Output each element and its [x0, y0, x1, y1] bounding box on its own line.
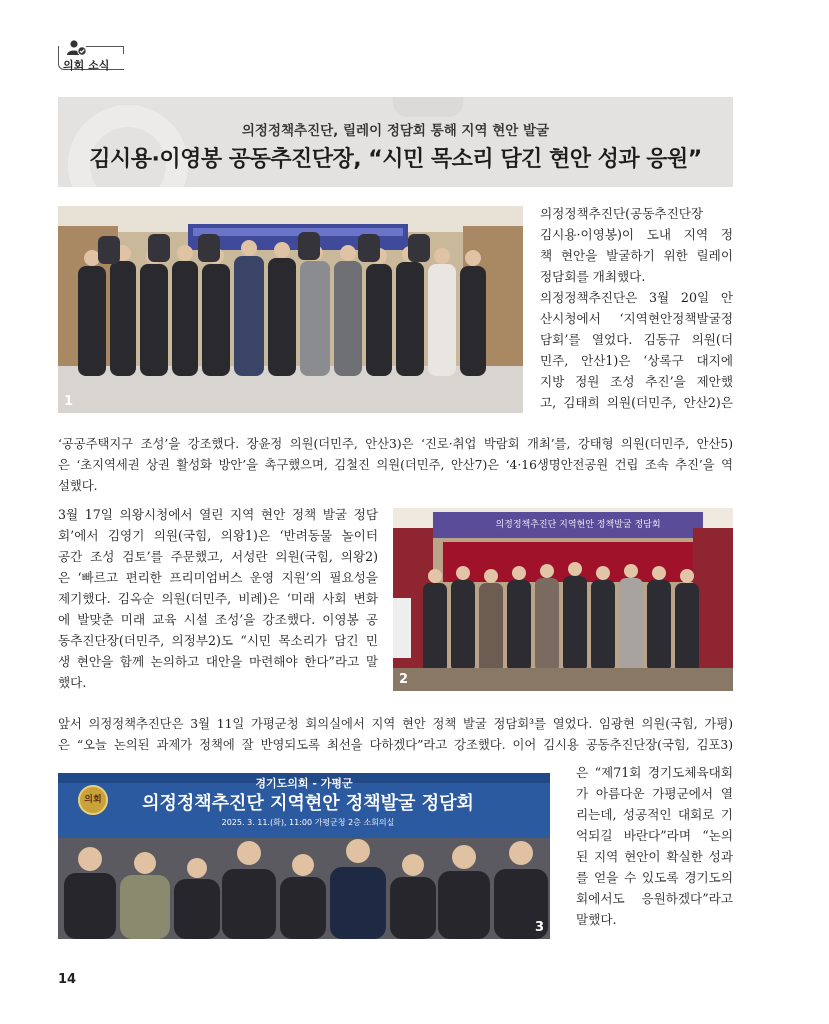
article-title: 김시용·이영봉 공동추진단장, “시민 목소리 담긴 현안 성과 응원” [89, 147, 702, 172]
photo-3-info: 2025. 3. 11.(화), 11:00 가평군청 2층 소회의실 [221, 818, 395, 827]
article-subtitle: 의정정책추진단, 릴레이 정담회 통해 지역 현안 발굴 [241, 123, 550, 139]
body-column-right-2: 은 “제71회 경기도체육대회 가 아름다운 가평군에서 열 리는데, 성공적인 대회로 기 억되길 바란다”라며 “논의 된 지역 현안이 확실한 성과 를 얻을 수 있도록 경기도의 회에서도 응원하겠다”라고 말했다. [576, 765, 733, 927]
photo-2-banner: 의정정책추진단 지역현안 정책발굴 정담회 [495, 520, 661, 530]
page-number: 14 [58, 972, 77, 987]
photo-2 [393, 508, 733, 691]
photo-1 [58, 206, 523, 413]
title-band [58, 97, 733, 187]
photo-3-seal: 의회 [78, 785, 108, 815]
photo-3 [58, 773, 550, 939]
body-paragraph-full-1: ‘공공주택지구 조성’을 강조했다. 장윤정 의원(더민주, 안산3)은 ‘진로·취업 박람회 개최’를, 강태형 의원(더민주, 안산5) 은 ‘초지역세권 상권 활성화 방안’을 촉구했으며, 김철진 의원(더민주, 안산7)은 ‘4·16생명안전공원 건립 조속 추진’을 역 설했다. [58, 437, 733, 493]
section-tag [58, 40, 124, 70]
body-paragraph-full-2: 앞서 의정정책추진단은 3월 11일 가평군청 회의실에서 지역 현안 정책 발굴 정담회³를 열었다. 임광현 의원(국힘, 가평) 은 “오늘 논의된 과제가 정책에 잘 반영되도록 최선을 다하겠다”라고 강조했다. 이어 김시용 공동추진단장(국힘, 김포3) [58, 717, 733, 752]
group-photo-1-image [58, 206, 523, 413]
photo-number: 1 [64, 394, 74, 409]
photo-3-banner: 의정정책추진단 지역현안 정책발굴 정담회 [142, 793, 474, 814]
photo-3-banner-top: 경기도의회 - 가평군 [255, 777, 353, 790]
group-photo-2-image [393, 508, 733, 691]
person-check-icon [66, 40, 88, 56]
section-label: 의회 소식 [63, 59, 110, 72]
body-column-left: 3월 17일 의왕시청에서 열린 지역 현안 정책 발굴 정담 회’에서 김영기 의원(국힘, 의왕1)은 ‘반려동물 놀이터 공간 조성 검토’를 주문했고, 서성란 의원(국힘, 의왕2) 은 ‘빠르고 편리한 프리미엄버스 운영 지원’의 필요성을 제기했다. 김옥순 의원(더민주, 비례)은 ‘미래 사회 변화 에 발맞춘 미래 교육 시설 조성’을 강조했다. 이영봉 공 동추진단장(더민주, 의정부2)도 “시민 목소리가 담긴 민 생 현안을 함께 논의하고 대안을 마련해야 한다”라고 말 했다. [58, 507, 378, 690]
photo-number: 3 [534, 920, 544, 935]
photo-number: 2 [399, 672, 409, 687]
body-column-right-1: 의정정책추진단(공동추진단장 김시용·이영봉)이 도내 지역 정 책 현안을 발굴하기 위한 릴레이 정담회를 개최했다. 의정정책추진단은 3월 20일 안 산시청에서 ‘지역현안정책발굴정 담회’를 열었다. 김동규 의원(더 민주, 안산1)은 ‘상록구 대지에 지방 정원 조성 추진’을 제안했 고, 김태희 의원(더민주, 안산2)은 [540, 206, 733, 410]
